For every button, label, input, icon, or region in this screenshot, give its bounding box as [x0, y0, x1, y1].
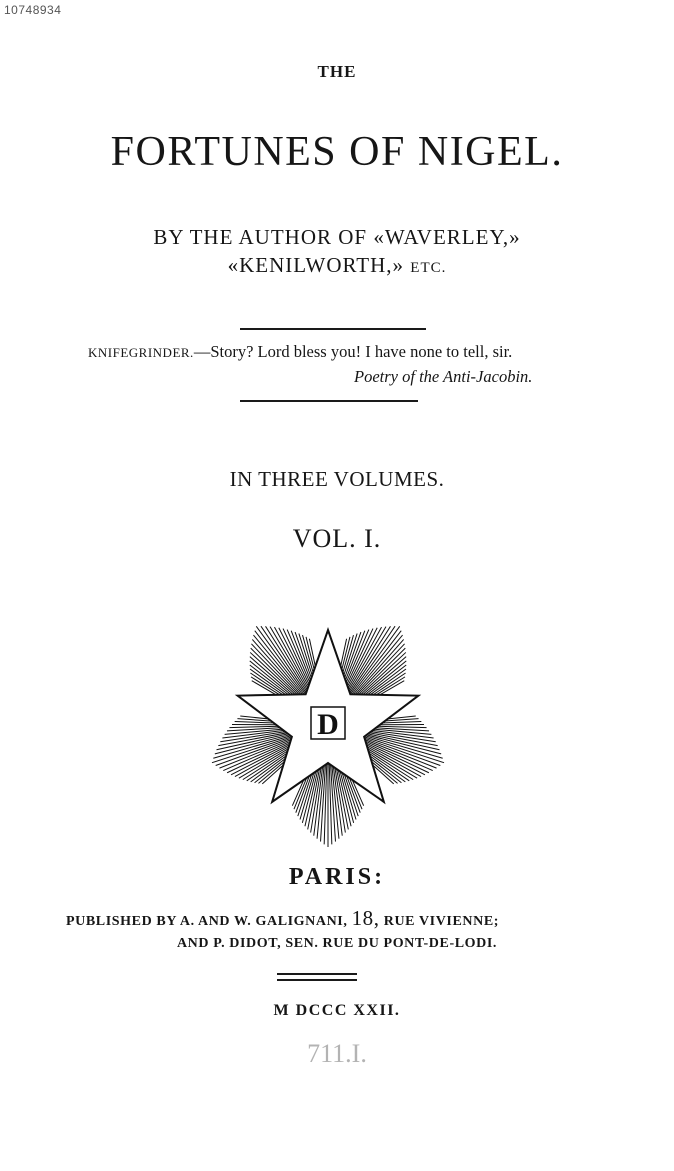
imprint-rule-2: [277, 979, 357, 981]
device-letter: D: [317, 708, 339, 741]
epigraph-source: Poetry of the Anti-Jacobin.: [354, 367, 533, 386]
author-line-2: [0, 253, 674, 278]
publication-date: M DCCC XXII.: [273, 1002, 401, 1019]
volume-number: VOL. I.: [292, 524, 382, 553]
author-line-1: BY THE AUTHOR OF «WAVERLEY,»: [153, 225, 521, 249]
epigraph-quote: [88, 342, 512, 362]
lower-rule: [240, 400, 418, 402]
star-device-icon: [190, 610, 460, 850]
heading-the: THE: [317, 62, 357, 81]
image-id-label: 10748934: [4, 3, 62, 17]
publisher-line-1: [66, 906, 499, 931]
epigraph-text: —Story? Lord bless you! I have none to tell, sir.: [193, 342, 513, 361]
imprint-rule-1: [277, 973, 357, 975]
upper-rule: [240, 328, 426, 330]
publisher-line-1-a: PUBLISHED BY A. AND W. GALIGNANI,: [66, 914, 348, 929]
epigraph-speaker: KNIFEGRINDER.: [88, 345, 194, 360]
volumes-note: IN THREE VOLUMES.: [229, 467, 445, 491]
shelfmark-stamp-text: 711.I.: [307, 1039, 367, 1068]
shelfmark-stamp: [292, 1034, 382, 1074]
publisher-line-1-number: 18,: [351, 906, 380, 930]
publisher-line-2: AND P. DIDOT, SEN. RUE DU PONT-DE-LODI.: [176, 936, 498, 951]
publisher-line-1-b: RUE VIVIENNE;: [383, 914, 500, 929]
imprint-city: PARIS:: [288, 864, 386, 890]
author-line-2-main: «KENILWORTH,»: [227, 253, 405, 277]
book-title: FORTUNES OF NIGEL.: [110, 129, 564, 175]
author-line-2-etc: ETC.: [410, 260, 447, 276]
